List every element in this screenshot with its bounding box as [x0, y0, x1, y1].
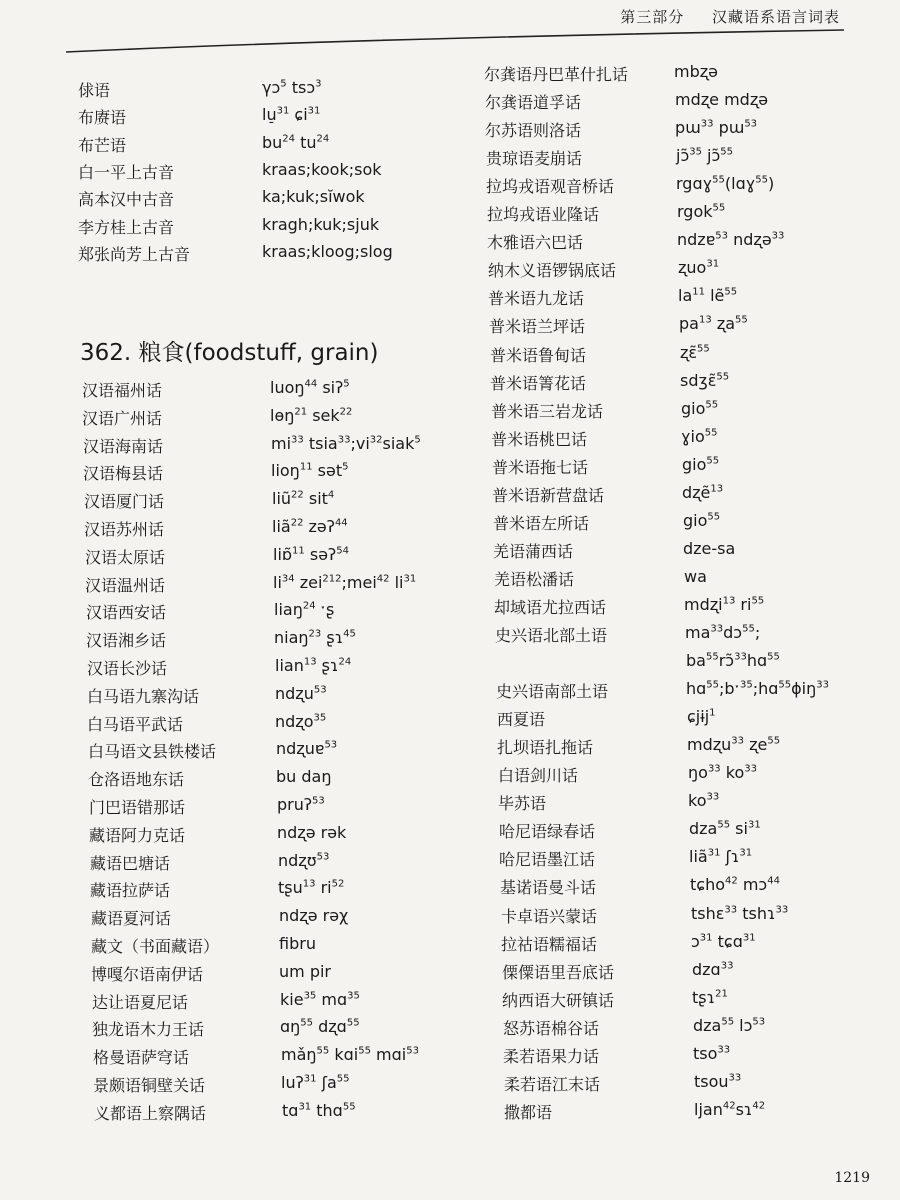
left-word-form: lioŋ$^{11}$ sət$^5$	[271, 461, 349, 481]
right-language-name: 普米语鲁甸话	[490, 345, 587, 365]
right-language-name: 普米语兰坪话	[489, 317, 586, 337]
right-word-form: mdʐe mdʐə	[675, 90, 769, 110]
left-language-name: 汉语厦门话	[84, 492, 165, 512]
header-title: 汉藏语系语言词表	[711, 8, 840, 26]
right-word-form: mdʐi$^{13}$ $ri^{55}$	[684, 594, 765, 614]
right-word-form: dzɑ$^{33}$	[692, 959, 734, 979]
left-language-name: 藏文（书面藏语）	[91, 937, 220, 956]
left-word-form: fibru	[279, 934, 316, 953]
left-language-name: 汉语梅县话	[83, 464, 164, 484]
left-word-form: lian$^{13}$ ʂɿ$^{24}$	[275, 656, 352, 675]
right-language-name: 普米语九龙话	[488, 289, 585, 309]
left-word-form: liã$^{22}$ zəʔ$^{44}$	[272, 517, 348, 536]
right-word-form: dza$^{55}$ $si^{31}$	[689, 819, 761, 839]
top-left-word-form: lu̠$^{31}$ ɕi$^{31}$	[262, 105, 321, 125]
right-language-name: 普米语新营盘话	[492, 485, 605, 505]
right-word-form: sdʒɛ̃$^{55}$	[680, 370, 730, 390]
left-language-name: 汉语湘乡话	[86, 631, 167, 651]
right-word-form: gio$^{55}$	[683, 510, 721, 530]
left-word-form: um pir	[279, 961, 331, 981]
right-word-form: hɑ$^{55}$;bˑ$^{35}$;hɑ$^{55}$ɸiŋ$^{33}$	[686, 679, 829, 699]
right-language-name: 却域语尤拉西话	[494, 597, 607, 617]
right-word-form: $ko^{33}$	[688, 791, 720, 811]
right-word-form: dʐẽ$^{13}$	[682, 482, 724, 502]
right-language-name: 傈僳语里吾底话	[502, 962, 615, 982]
top-left-word-form: kraas;kook;sok	[262, 159, 382, 179]
right-language-name: 拉祜语糯福话	[501, 934, 598, 954]
right-language-name: 扎坝语扎拖话	[497, 738, 594, 758]
right-language-name: 纳西语大研镇话	[502, 990, 615, 1010]
right-word-form: mbʐə	[674, 62, 718, 81]
right-language-name: 史兴语北部土语	[495, 626, 608, 645]
right-language-name: 尔龚语道孚话	[485, 93, 582, 113]
left-language-name: 汉语苏州话	[84, 520, 165, 539]
left-language-name: 格曼语萨穹话	[93, 1048, 190, 1068]
top-left-word-form: ka;kuk;sĭwok	[262, 187, 365, 207]
right-language-name: 普米语拖七话	[492, 457, 589, 477]
left-word-form: mǎŋ$^{55}$ kɑi$^{55}$ mɑi$^{53}$	[281, 1045, 419, 1065]
left-word-form: lɵŋ$^{21}$ sek$^{22}$	[270, 405, 353, 425]
left-word-form: ɑŋ$^{55}$ dʐɑ$^{55}$	[280, 1017, 360, 1037]
left-word-form: liũ$^{22}$ sit$^4$	[272, 489, 335, 509]
left-language-name: 白马语平武话	[87, 714, 184, 734]
top-left-language-name: 俅语	[78, 81, 111, 100]
right-language-name: 怒苏语棉谷话	[503, 1018, 600, 1038]
left-language-name: 汉语海南话	[83, 436, 164, 456]
left-word-form: pruʔ$^{53}$	[277, 795, 325, 814]
left-word-form: liaŋ$^{24}$ ˑʂ	[274, 600, 335, 620]
right-language-name: 拉坞戎语业隆话	[487, 205, 600, 225]
left-language-name: 汉语西安话	[86, 603, 167, 623]
right-word-form: ɔ$^{31}$ tɕɑ$^{31}$	[691, 931, 756, 951]
right-word-form: $pa^{13}$ ʐa$^{55}$	[679, 314, 748, 334]
left-word-form: bu daŋ	[276, 767, 332, 787]
left-language-name: 景颇语铜壁关话	[93, 1076, 206, 1095]
right-language-name: 史兴语南部土语	[496, 682, 609, 702]
left-language-name: 仓洛语地东话	[88, 770, 185, 790]
top-left-word-form: kraas;kloog;slog	[262, 241, 393, 261]
section-number: 362.	[80, 340, 132, 366]
left-word-form: ndʐə rək	[277, 822, 347, 842]
top-left-language-name: 布赓语	[78, 108, 127, 128]
right-language-name: 毕苏语	[498, 794, 547, 814]
right-language-name: 尔龚语丹巴革什扎话	[484, 65, 629, 84]
left-language-name: 博嘎尔语南伊话	[91, 964, 204, 984]
right-word-form: gio$^{55}$	[681, 398, 719, 418]
top-left-word-form: $bu^{24}$ $tu^{24}$	[262, 132, 330, 152]
right-word-form: ndzɐ$^{53}$ ndʐə$^{33}$	[677, 230, 785, 250]
right-word-form: ʐuo$^{31}$	[678, 258, 720, 278]
right-word-form: gio$^{55}$	[682, 454, 720, 474]
left-word-form: liɒ̃$^{11}$ səʔ$^{54}$	[273, 544, 349, 564]
right-word-form: ɕjɨj$^1$	[687, 707, 716, 727]
left-language-name: 门巴语错那话	[89, 798, 186, 817]
right-language-name: 西夏语	[497, 710, 546, 730]
top-left-word-form: kragh;kuk;sjuk	[262, 214, 380, 234]
right-language-name: 羌语蒲西话	[493, 541, 574, 561]
right-language-name: 哈尼语绿春话	[499, 822, 596, 842]
section-title: 粮食(foodstuff, grain)	[138, 340, 379, 366]
left-word-form: ndʐuɐ$^{53}$	[276, 739, 338, 759]
left-language-name: 独龙语木力王话	[92, 1020, 205, 1040]
left-word-form: $li^{34}$ zei$^{212}$;mei$^{42}$ $li^{31}$	[273, 572, 417, 592]
right-word-form: $ma^{33}dɔ^{55}$;	[685, 623, 761, 642]
right-language-name: 普米语三岩龙话	[491, 401, 604, 421]
right-word-form: liã$^{31}$ ʃɿ$^{31}$	[689, 847, 753, 867]
left-word-form: luʔ$^{31}$ ʃa$^{55}$	[281, 1073, 350, 1092]
right-word-form: dza$^{55}$ lɔ$^{53}$	[693, 1015, 766, 1035]
left-word-form: ndʐo$^{35}$	[275, 711, 327, 731]
right-word-form: tshɛ$^{33}$ tshɿ$^{33}$	[691, 903, 789, 923]
top-left-language-name: 李方桂上古音	[78, 217, 175, 237]
left-word-form: niaŋ$^{23}$ ʂɿ$^{45}$	[274, 628, 356, 648]
left-word-form: tɑ$^{31}$ thɑ$^{55}$	[282, 1100, 356, 1120]
left-language-name: 汉语广州话	[82, 408, 163, 428]
right-word-form: tsou$^{33}$	[694, 1071, 742, 1091]
left-word-form: tʂu$^{13}$ $ri^{52}$	[278, 878, 345, 898]
left-language-name: 汉语温州话	[85, 575, 166, 595]
right-word-form: $la^{11}$ lẽ$^{55}$	[678, 286, 738, 306]
right-language-name: 木雅语六巴话	[487, 233, 584, 253]
right-word-form: tʂɿ$^{21}$	[692, 987, 728, 1007]
left-language-name: 义都语上察隅话	[94, 1103, 207, 1123]
right-word-form: rgɑɣ$^{55}$(lɑɣ$^{55}$)	[676, 174, 775, 194]
top-left-word-form: γɔ$^5$ tsɔ$^3$	[262, 78, 322, 97]
left-language-name: 白马语九寨沟话	[87, 686, 200, 706]
running-header	[620, 6, 840, 27]
right-language-name: 羌语松潘话	[494, 569, 575, 589]
right-word-form: ʐɛ̃$^{55}$	[680, 342, 710, 362]
top-left-language-name: 布芒语	[78, 135, 127, 155]
right-word-form: dze-sa	[683, 538, 736, 558]
right-word-form: jɔ̃$^{35}$ jɔ̃$^{55}$	[676, 146, 734, 166]
left-word-form: ndʐu$^{53}$	[275, 683, 327, 703]
right-word-form: tso$^{33}$	[693, 1043, 731, 1063]
right-language-name: 柔若语江末话	[504, 1074, 601, 1094]
right-language-name: 普米语左所话	[493, 513, 590, 533]
left-language-name: 藏语夏河话	[91, 909, 172, 929]
right-word-form: pɯ$^{33}$ pɯ$^{53}$	[675, 118, 758, 138]
header-part: 第三部分	[620, 8, 685, 26]
section-heading	[80, 334, 378, 367]
right-word-form: $ba^{55}rɔ̃^{33}hɑ^{55}$	[686, 651, 780, 671]
right-word-form: wa	[684, 566, 707, 586]
right-word-form: ɣio$^{55}$	[681, 426, 718, 446]
top-left-language-name: 郑张尚芳上古音	[78, 244, 191, 264]
left-language-name: 汉语福州话	[82, 381, 163, 400]
top-left-language-name: 高本汉中古音	[78, 190, 175, 210]
left-word-form: luoŋ$^{44}$ siʔ$^5$	[270, 378, 350, 397]
right-language-name: 普米语桃巴话	[491, 429, 588, 449]
header-rule	[66, 28, 844, 58]
left-language-name: 藏语阿力克话	[89, 825, 186, 845]
right-language-name: 卡卓语兴蒙话	[501, 906, 598, 926]
right-language-name: 柔若语果力话	[503, 1046, 600, 1066]
page-number: 1219	[834, 1170, 870, 1186]
right-language-name: 哈尼语墨江话	[499, 850, 596, 870]
right-word-form: rgok$^{55}$	[677, 202, 726, 222]
left-language-name: 白马语文县铁楼话	[88, 742, 217, 762]
right-word-form: $ŋo^{33}$ $ko^{33}$	[688, 763, 757, 783]
left-language-name: 藏语巴塘话	[90, 853, 171, 873]
left-word-form: ndʐə rəχ	[279, 906, 349, 926]
left-language-name: 达让语夏尼话	[92, 992, 189, 1012]
right-language-name: 白语剑川话	[498, 766, 579, 786]
right-language-name: 普米语箐花话	[490, 373, 587, 393]
left-word-form: $mi^{33}$ $tsia^{33};vi^{32}siak^5$	[271, 433, 421, 453]
right-language-name: 贵琼语麦崩话	[486, 149, 583, 169]
right-language-name: 纳木义语锣锅底话	[488, 261, 617, 281]
left-word-form: ndʐʊ$^{53}$	[278, 850, 330, 870]
right-word-form: mdʐu$^{33}$ ʐe$^{55}$	[687, 735, 781, 755]
right-language-name: 撒都语	[504, 1102, 553, 1122]
left-word-form: kie$^{35}$ mɑ$^{35}$	[280, 989, 360, 1009]
left-language-name: 汉语长沙话	[87, 659, 168, 678]
top-left-language-name: 白一平上古音	[78, 162, 175, 182]
right-word-form: tɕho$^{42}$ mɔ$^{44}$	[690, 875, 780, 895]
right-language-name: 基诺语曼斗话	[500, 878, 597, 898]
left-language-name: 藏语拉萨话	[90, 881, 171, 901]
right-word-form: ljan$^{42}$sɿ$^{42}$	[694, 1099, 766, 1119]
right-language-name: 尔苏语则洛话	[485, 121, 582, 141]
left-language-name: 汉语太原话	[85, 547, 166, 567]
right-language-name: 拉坞戎语观音桥话	[486, 177, 615, 197]
